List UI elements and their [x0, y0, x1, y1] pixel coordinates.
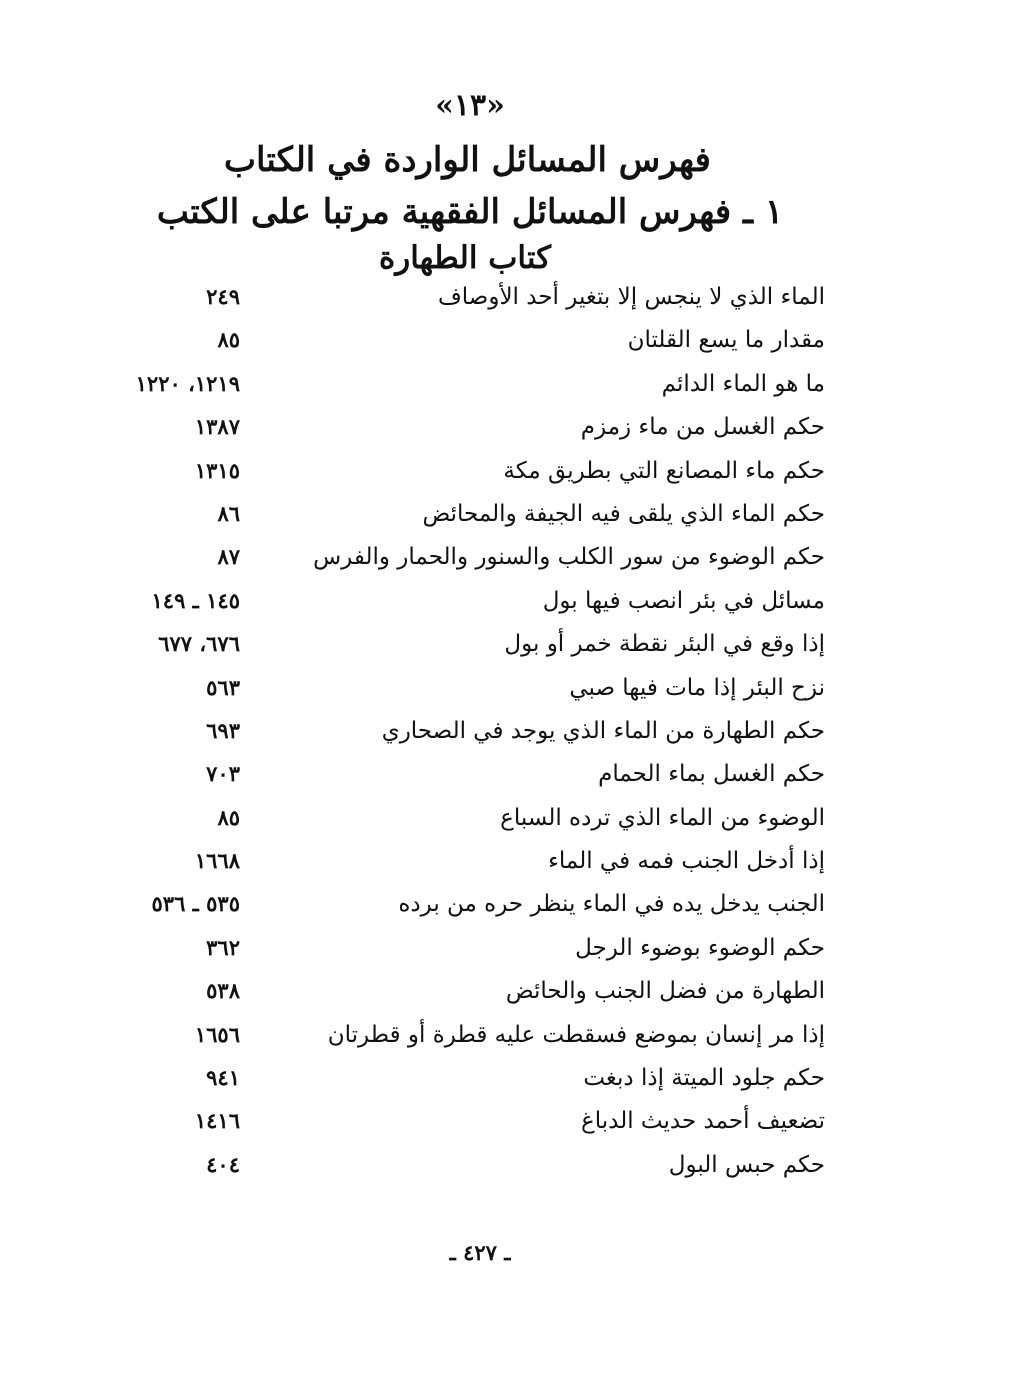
index-entry: [100, 497, 825, 540]
entry-topic: الماء الذي لا ينجس إلا بتغير أحد الأوصاف: [437, 284, 825, 310]
entry-topic: إذا وقع في البئر نقطة خمر أو بول: [504, 631, 825, 658]
entry-pages: ٥٣٥ ـ ٥٣٦: [151, 891, 240, 917]
entry-pages: ١٣٨٧: [194, 414, 240, 440]
index-entry: [100, 887, 825, 930]
entry-pages: ١٤١٦: [194, 1108, 240, 1134]
entry-topic: الجنب يدخل يده في الماء ينظر حره من برده: [398, 891, 825, 918]
entry-topic: حكم الوضوء من سور الكلب والسنور والحمار والفرس: [313, 544, 825, 571]
entry-pages: ٤٠٤: [206, 1151, 240, 1177]
entry-pages: ٨٥: [217, 327, 240, 353]
entry-topic: مقدار ما يسع القلتان: [627, 327, 825, 354]
entry-topic: حكم الغسل من ماء زمزم: [580, 414, 825, 441]
index-entry: [100, 540, 825, 583]
entry-pages: ٨٧: [217, 544, 240, 570]
page-number: ـ ٤٢٧ ـ: [449, 1240, 511, 1265]
entry-topic: حكم حبس البول: [668, 1151, 825, 1178]
index-entry: [100, 454, 825, 497]
entry-pages: ٨٦: [217, 500, 240, 526]
entry-topic: تضعيف أحمد حديث الدباغ: [581, 1108, 825, 1135]
entry-topic: حكم الغسل بماء الحمام: [598, 761, 825, 788]
entry-pages: ٣٦٢: [206, 934, 240, 960]
index-entry: [100, 714, 825, 757]
index-entry: [100, 1104, 825, 1147]
section-title: كتاب الطهارة: [379, 240, 551, 276]
entry-pages: ١٢١٩، ١٢٢٠: [135, 370, 240, 396]
index-entry: [100, 280, 825, 323]
entry-topic: مسائل في بئر انصب فيها بول: [542, 587, 825, 614]
index-entry: [100, 801, 825, 844]
index-entry: [100, 931, 825, 974]
entry-topic: ما هو الماء الدائم: [661, 370, 825, 397]
index-entry: [100, 974, 825, 1017]
sub-title: ١ ـ فهرس المسائل الفقهية مرتبا على الكتب: [156, 192, 784, 232]
index-entry: [100, 1148, 825, 1191]
index-entry: [100, 627, 825, 670]
entry-pages: ١٤٥ ـ ١٤٩: [151, 587, 240, 613]
entry-pages: ٧٠٣: [206, 761, 240, 787]
entry-pages: ٩٤١: [206, 1065, 240, 1091]
entry-pages: ٦٧٦، ٦٧٧: [158, 631, 240, 657]
chapter-number: «١٣»: [435, 88, 505, 123]
entry-pages: ١٣١٥: [194, 457, 240, 483]
index-entry: [100, 671, 825, 714]
entry-pages: ٥٣٨: [206, 978, 240, 1004]
entry-topic: إذا مر إنسان بموضع فسقطت عليه قطرة أو قطرتان: [327, 1021, 825, 1048]
entry-topic: حكم جلود الميتة إذا دبغت: [583, 1065, 825, 1092]
main-title: فهرس المسائل الواردة في الكتاب: [224, 140, 711, 180]
index-entry: [100, 323, 825, 366]
entry-topic: إذا أدخل الجنب فمه في الماء: [548, 848, 825, 875]
entry-topic: حكم ماء المصانع التي بطريق مكة: [503, 457, 825, 484]
entry-pages: ١٦٥٦: [194, 1021, 240, 1047]
entry-topic: حكم الوضوء بوضوء الرجل: [575, 934, 825, 961]
index-entry: [100, 1018, 825, 1061]
index-entry: [100, 584, 825, 627]
index-entry: [100, 1061, 825, 1104]
entry-pages: ٦٩٣: [206, 717, 240, 743]
entry-topic: حكم الطهارة من الماء الذي يوجد في الصحاري: [381, 717, 825, 744]
entry-pages: ٥٦٣: [206, 674, 240, 700]
index-entry: [100, 844, 825, 887]
entry-topic: نزح البئر إذا مات فيها صبي: [569, 674, 825, 701]
index-entry: [100, 410, 825, 453]
entry-topic: حكم الماء الذي يلقى فيه الجيفة والمحائض: [422, 500, 825, 527]
entry-pages: ١٦٦٨: [194, 848, 240, 874]
entry-topic: الطهارة من فضل الجنب والحائض: [505, 978, 825, 1005]
entry-topic: الوضوء من الماء الذي ترده السباع: [500, 804, 825, 831]
index-entries: [100, 280, 825, 1191]
entry-pages: ٢٤٩: [206, 284, 240, 309]
index-entry: [100, 367, 825, 410]
entry-pages: ٨٥: [217, 804, 240, 830]
index-entry: [100, 757, 825, 800]
